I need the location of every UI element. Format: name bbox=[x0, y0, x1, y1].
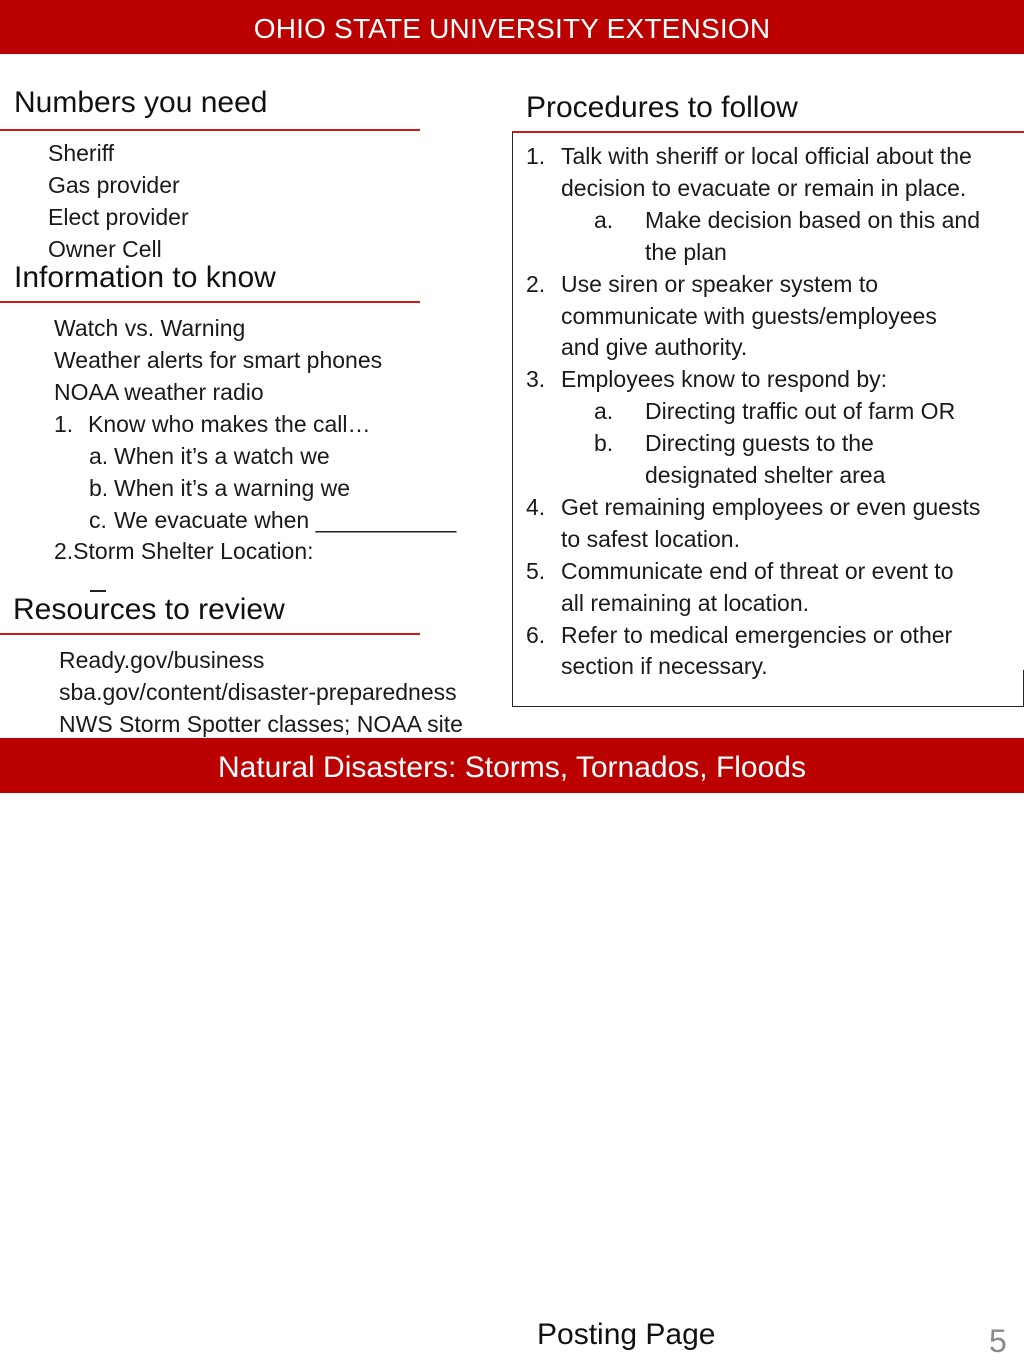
procedure-line bbox=[594, 427, 1024, 459]
procedure-text: Employees know to respond by: bbox=[561, 366, 888, 393]
numbers-list bbox=[48, 137, 189, 265]
procedure-marker: 1. bbox=[526, 143, 546, 169]
procedure-line bbox=[526, 300, 1016, 332]
procedures-heading: Procedures to follow bbox=[526, 91, 798, 124]
numbers-heading: Numbers you need bbox=[14, 86, 268, 119]
procedure-text: all remaining at location. bbox=[561, 589, 810, 616]
procedure-text: designated shelter area bbox=[645, 462, 886, 488]
posting-page-label: Posting Page bbox=[537, 1318, 716, 1351]
procedure-marker: b. bbox=[594, 430, 614, 457]
procedure-text: communicate with guests/employees bbox=[561, 302, 937, 329]
info-sub-item bbox=[89, 440, 330, 472]
procedure-marker: a. bbox=[594, 206, 614, 233]
procedure-line bbox=[526, 650, 1016, 682]
list-item: Ready.gov/business bbox=[59, 647, 265, 673]
procedure-marker: 4. bbox=[526, 493, 546, 520]
info-list bbox=[54, 312, 382, 408]
top-banner bbox=[0, 0, 1024, 54]
sub-item-text: When it’s a warning we bbox=[114, 475, 351, 501]
sub-item-text: When it’s a watch we bbox=[114, 443, 330, 469]
procedure-text: decision to evacuate or remain in place. bbox=[561, 174, 967, 201]
info-numbered-item bbox=[54, 408, 371, 440]
header-title: OHIO STATE UNIVERSITY EXTENSION bbox=[253, 13, 771, 44]
procedure-text: Get remaining employees or even guests bbox=[561, 493, 981, 520]
stray-dash bbox=[90, 590, 106, 592]
procedure-text: Talk with sheriff or local official about the bbox=[561, 143, 972, 169]
procedure-line bbox=[526, 619, 1016, 651]
info-rule bbox=[0, 301, 420, 303]
procedure-marker: 3. bbox=[526, 366, 546, 393]
resources-list bbox=[59, 644, 463, 740]
resources-rule bbox=[0, 633, 420, 635]
procedure-line bbox=[526, 331, 1016, 363]
sub-item-mark: b. bbox=[89, 475, 109, 501]
resources-heading: Resources to review bbox=[13, 593, 285, 626]
procedure-line bbox=[594, 459, 1024, 491]
info-sub-item bbox=[89, 504, 456, 536]
procedure-line bbox=[594, 395, 1024, 427]
procedure-line bbox=[526, 523, 1016, 555]
procedure-line bbox=[526, 587, 1016, 619]
procedure-text: Use siren or speaker system to bbox=[561, 270, 879, 297]
procedure-line bbox=[594, 204, 1024, 236]
procedure-text: Communicate end of threat or event to bbox=[561, 557, 954, 584]
storm-shelter-line: 2.Storm Shelter Location: bbox=[54, 538, 314, 564]
procedure-line bbox=[526, 555, 1016, 587]
list-item: NOAA weather radio bbox=[54, 379, 264, 405]
procedure-text: and give authority. bbox=[561, 334, 748, 361]
list-item: NWS Storm Spotter classes; NOAA site bbox=[59, 711, 463, 737]
list-item: Gas provider bbox=[48, 172, 180, 198]
list-item: Watch vs. Warning bbox=[54, 315, 246, 341]
list-item: sba.gov/content/disaster-preparedness bbox=[59, 679, 457, 705]
procedure-marker: 5. bbox=[526, 557, 546, 584]
item-number: 1. bbox=[54, 411, 74, 437]
sub-item-text: We evacuate when ___________ bbox=[114, 507, 457, 533]
list-item: Elect provider bbox=[48, 204, 189, 230]
procedure-line bbox=[526, 172, 1016, 204]
info-sub-item bbox=[89, 472, 350, 504]
procedure-line bbox=[526, 268, 1016, 300]
procedure-marker: 6. bbox=[526, 621, 546, 648]
info-heading: Information to know bbox=[14, 261, 276, 294]
numbers-rule bbox=[0, 129, 420, 131]
procedure-line bbox=[526, 140, 1016, 172]
page-number: 5 bbox=[989, 1323, 1007, 1359]
procedure-text: to safest location. bbox=[561, 525, 740, 552]
procedure-line bbox=[526, 491, 1016, 523]
procedure-text: Directing guests to the bbox=[645, 430, 874, 457]
sub-item-mark: c. bbox=[89, 507, 107, 533]
sub-item-mark: a. bbox=[89, 443, 109, 469]
list-item: Sheriff bbox=[48, 140, 115, 166]
footer-banner-title: Natural Disasters: Storms, Tornados, Floods bbox=[217, 751, 806, 784]
item-text: Know who makes the call… bbox=[88, 411, 371, 437]
procedure-marker: a. bbox=[594, 398, 614, 425]
procedure-text: Directing traffic out of farm OR bbox=[645, 398, 956, 425]
list-item: Weather alerts for smart phones bbox=[54, 347, 383, 373]
procedure-line bbox=[526, 363, 1016, 395]
procedure-text: Make decision based on this and bbox=[645, 206, 980, 233]
procedure-text: section if necessary. bbox=[561, 653, 768, 680]
list-item: Owner Cell bbox=[48, 236, 162, 262]
procedure-text: Refer to medical emergencies or other bbox=[561, 621, 953, 648]
procedure-marker: 2. bbox=[526, 270, 546, 297]
procedure-line bbox=[594, 236, 1024, 268]
procedure-text: the plan bbox=[645, 238, 727, 265]
bottom-banner bbox=[0, 738, 1024, 793]
